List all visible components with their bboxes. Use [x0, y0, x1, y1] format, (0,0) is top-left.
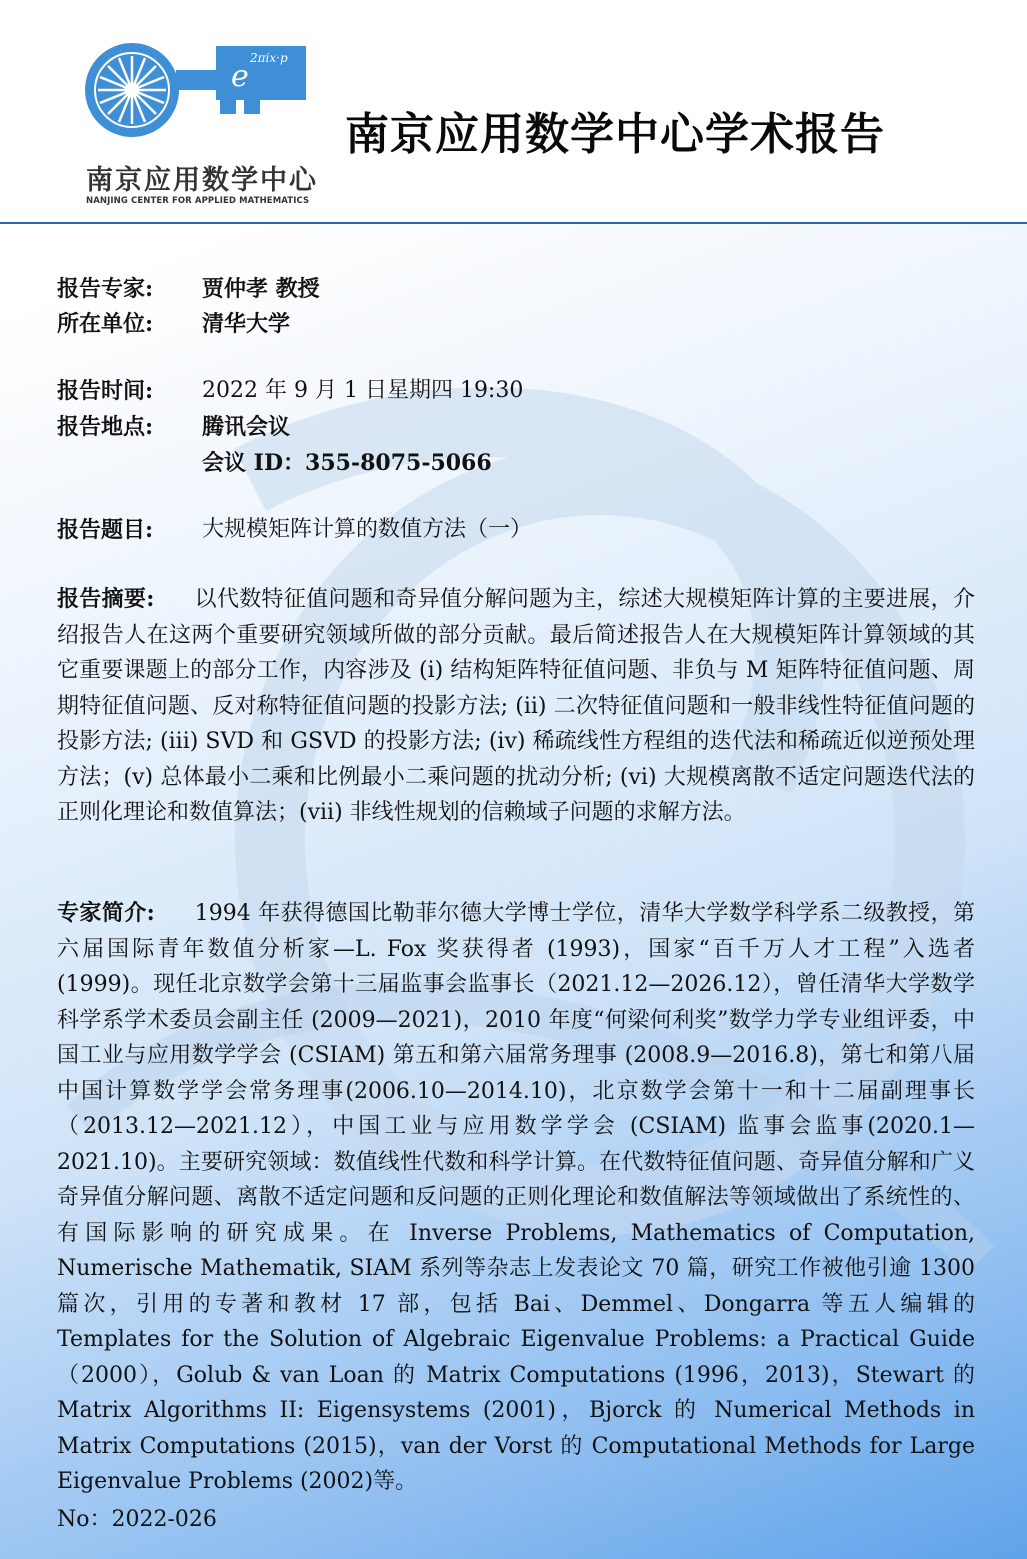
speaker-value: 贾仲孝 教授	[202, 276, 320, 302]
svg-text:e: e	[231, 59, 249, 94]
nanjing-center-logo-icon	[80, 38, 320, 148]
speaker-label: 报告专家:	[57, 276, 154, 302]
abstract-label: 报告摘要:	[57, 586, 155, 612]
report-number: No：2022-026	[57, 1507, 217, 1532]
abstract-text: 以代数特征值问题和奇异值分解问题为主，综述大规模矩阵计算的主要进展，介绍报告人在这两个重要研究领域所做的部分贡献。最后简述报告人在大规模矩阵计算领域的其它重要课题上的部分工作，内容涉及 (i) 结构矩阵特征值问题、非负与 M 矩阵特征值问题、周期特征值问题、反对称特征值问题的投影方法; (ii) 二次特征值问题和一般非线性特征值问题的投影方法; (iii) SVD 和 GSVD 的投影方法; (iv) 稀疏线性方程组的迭代法和稀疏近似逆预处理方法；(v) 总体最小二乘和比例最小二乘问题的扰动分析; (vi) 大规模离散不适定问题迭代法的正则化理论和数值算法；(vii) 非线性规划的信赖域子问题的求解方法。	[57, 587, 975, 825]
logo-english-name: NANJING CENTER FOR APPLIED MATHEMATICS	[86, 196, 310, 206]
place-label: 报告地点:	[57, 414, 154, 440]
talk-title-label: 报告题目:	[57, 517, 154, 543]
time-label: 报告时间:	[57, 378, 154, 404]
header	[0, 0, 1027, 224]
affiliation-value: 清华大学	[202, 311, 291, 337]
bio-label: 专家简介:	[57, 900, 155, 926]
time-value: 2022 年 9 月 1 日星期四 19:30	[202, 378, 524, 403]
place-value: 腾讯会议	[202, 414, 291, 440]
page-title: 南京应用数学中心学术报告	[345, 109, 885, 160]
talk-title-value: 大规模矩阵计算的数值方法（一）	[202, 517, 533, 542]
header-divider	[0, 222, 1027, 224]
bio-text: 1994 年获得德国比勒菲尔德大学博士学位，清华大学数学科学系二级教授，第六届国际青年数值分析家—L. Fox 奖获得者 (1993)，国家“百千万人才工程”入选者 (1999)。现任北京数学会第十三届监事会监事长（2021.12—2026.12），曾任清华大学数学科学系学术委员会副主任 (2009—2021)，2010 年度“何梁何利奖”数学力学专业组评委，中国工业与应用数学学会 (CSIAM) 第五和第六届常务理事 (2008.9—2016.8)，第七和第八届中国计算数学学会常务理事(2006.10—2014.10)，北京数学会第十一和十二届副理事长（2013.12—2021.12），中国工业与应用数学学会 (CSIAM) 监事会监事(2020.1—2021.10)。主要研究领域：数值线性代数和科学计算。在代数特征值问题、奇异值分解和广义奇异值分解问题、离散不适定问题和反问题的正则化理论和数值解法等领域做出了系统性的、有国际影响的研究成果。在 Inverse Problems, Mathematics of Computation, Numerische Mathematik, SIAM 系列等杂志上发表论文 70 篇，研究工作被他引逾 1300 篇次，引用的专著和教材 17 部，包括 Bai、Demmel、Dongarra 等五人编辑的 Templates for the Solution of Algebraic Eigenvalue Problems: a Practical Guide （2000），Golub & van Loan 的 Matrix Computations (1996，2013)，Stewart 的 Matrix Algorithms II: Eigensystems (2001)，Bjorck 的 Numerical Methods in Matrix Computations (2015)，van der Vorst 的 Computational Methods for Large Eigenvalue Problems (2002)等。	[57, 901, 976, 1494]
bio-section	[57, 896, 975, 1500]
logo-chinese-name: 南京应用数学中心	[86, 165, 318, 196]
abstract-section	[57, 582, 975, 831]
meeting-id: 会议 ID：355-8075-5066	[202, 450, 492, 476]
svg-text:2πix·p: 2πix·p	[250, 51, 288, 65]
affiliation-label: 所在单位:	[57, 311, 154, 337]
